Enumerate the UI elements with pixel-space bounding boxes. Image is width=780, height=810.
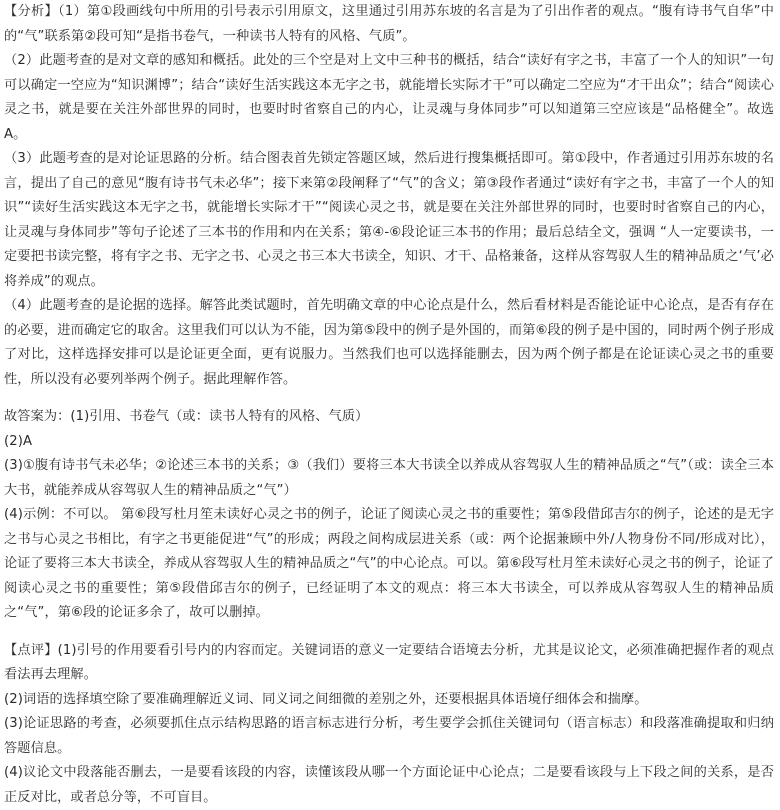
answer-line-4: (4)示例：不可以。 第⑥段写杜月笙未读好心灵之书的例子，论证了阅读心灵之书的重要性；第⑤段借邱吉尔的例子，论述的是无字之书与心灵之书相比，有字之书更能促进“气”的形成；两段之间构成层进关系（或：两个论据兼顾中外/人物身份不同/形成对比），论证了要将三本大书读全，养成从容驾驭人生的精神品质之“气”的中心论点。可以。第⑥段写杜月笙未读好心灵之书的例子，论证了阅读心灵之书的重要性；第⑤段借邱吉尔的例子，已经证明了本文的观点：将三本大书读全，可以养成从容驾驭人生的精神品质之“气”，第⑥段的论证多余了，故可以删掉。 bbox=[4, 503, 774, 626]
analysis-paragraph-1: 【分析】（1）第①段画线句中所用的引号表示引用原文，这里通过引用苏东坡的名言是为了引出作者的观点。“腹有诗书气自华”中的“气”联系第②段可知“是指书卷气，一种读书人特有的风格、气质”。 bbox=[4, 0, 774, 49]
analysis-paragraph-2: （2）此题考查的是对文章的感知和概括。此处的三个空是对上文中三种书的概括，结合“读好有字之书，丰富了一个人的知识”一句可以确定一空应为“知识渊博”；结合“读好生活实践这本无字之书，就能增长实际才干”可以确定二空应为“才干出众”；结合“阅读心灵之书，就是要在关注外部世界的同时，也要时时省察自己的内心，让灵魂与身体同步”可以知道第三空应该是“品格健全”。故选A。 bbox=[4, 49, 774, 147]
spacer bbox=[4, 626, 774, 639]
comment-section bbox=[4, 639, 774, 810]
answer-line-1: 故答案为：(1)引用、书卷气（或：读书人特有的风格、气质） bbox=[4, 405, 774, 430]
analysis-section bbox=[4, 0, 774, 392]
spacer bbox=[4, 392, 774, 405]
comment-line-4: (4)议论文中段落能否删去，一是要看该段的内容，读懂该段从哪一个方面论证中心论点；二是要看该段与上下段之间的关系，是否正反对比，或者总分等，不可盲目。 bbox=[4, 761, 774, 810]
comment-line-1: 【点评】(1)引号的作用要看引号内的内容而定。关键词语的意义一定要结合语境去分析，尤其是议论文，必须准确把握作者的观点看法再去理解。 bbox=[4, 639, 774, 688]
comment-line-3: (3)论证思路的考查，必须要抓住点示结构思路的语言标志进行分析，考生要学会抓住关键词句（语言标志）和段落准确提取和归纳答题信息。 bbox=[4, 712, 774, 761]
answer-line-3: (3)①腹有诗书气未必华；②论述三本书的关系；③（我们）要将三本大书读全以养成从容驾驭人生的精神品质之“气”（或：读全三本大书，就能养成从容驾驭人生的精神品质之“气”） bbox=[4, 454, 774, 503]
answer-section bbox=[4, 405, 774, 626]
analysis-paragraph-4: （4）此题考查的是论据的选择。解答此类试题时，首先明确文章的中心论点是什么，然后看材料是否能论证中心论点，是否有存在的必要，进而确定它的取舍。这里我们可以认为不能，因为第⑤段中的例子是外国的，而第⑥段的例子是中国的，同时两个例子形成了对比，这样选择安排可以是论证更全面，更有说服力。当然我们也可以选择能删去，因为两个例子都是在论证读心灵之书的重要性，所以没有必要列举两个例子。据此理解作答。 bbox=[4, 294, 774, 392]
answer-line-2: (2)A bbox=[4, 430, 774, 455]
comment-line-2: (2)词语的选择填空除了要准确理解近义词、同义词之间细微的差别之外，还要根据具体语境仔细体会和揣摩。 bbox=[4, 688, 774, 713]
analysis-paragraph-3: （3）此题考查的是对论证思路的分析。结合图表首先锁定答题区域，然后进行搜集概括即可。第①段中，作者通过引用苏东坡的名言，提出了自己的意见“腹有诗书气未必华”；接下来第②段阐释了“气”的含义；第③段作者通过“读好有字之书，丰富了一个人的知识”“读好生活实践这本无字之书，就能增长实际才干”“阅读心灵之书，就是要在关注外部世界的同时，也要时时省察自己的内心，让灵魂与身体同步”等句子论述了三本书的作用和内在关系；第④-⑥段论证三本书的作用；最后总结全文，强调 “人一定要读书，一定要把书读完整，将有字之书、无字之书、心灵之书三本大书读全，知识、才干、品格兼备，这样从容驾驭人生的精神品质之‘气’必将养成”的观点。 bbox=[4, 147, 774, 294]
